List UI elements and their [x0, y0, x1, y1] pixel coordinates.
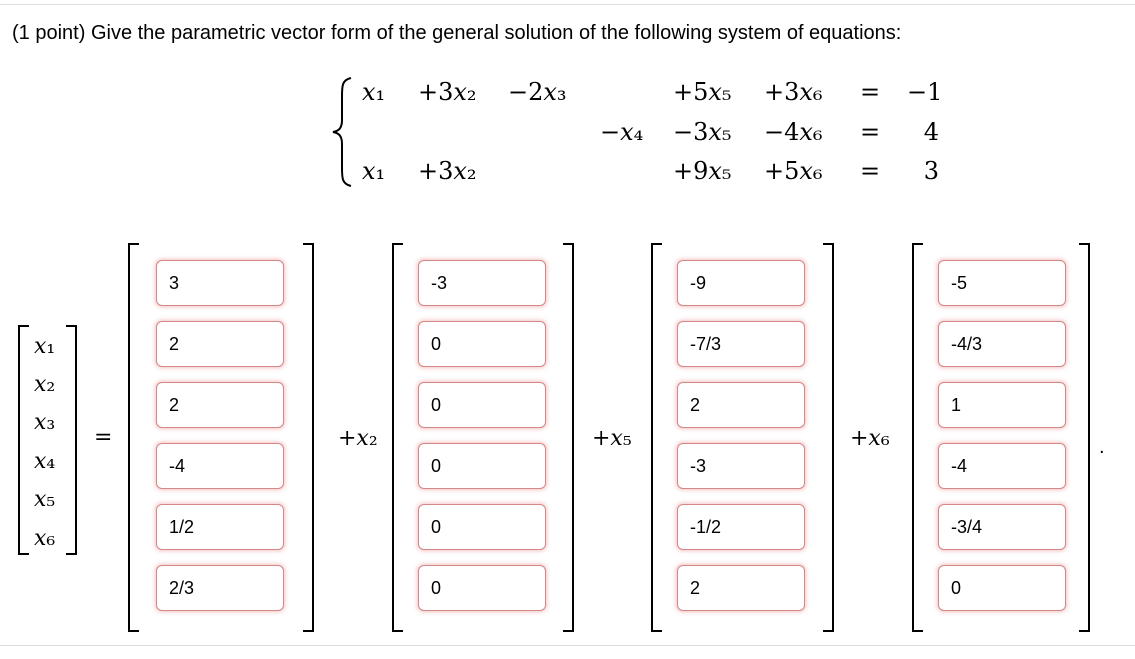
variable-x1: 𝑥₁: [34, 334, 56, 359]
system-row1-x3: −2𝑥₃: [508, 78, 567, 106]
system-row3-x1: 𝑥₁: [362, 157, 386, 185]
vector1-entry4-input[interactable]: [156, 443, 284, 489]
variable-x2: 𝑥₂: [34, 372, 56, 397]
equals-sign: =: [94, 425, 113, 450]
vector3-entry4-input[interactable]: [677, 443, 805, 489]
vector4-left-bracket: [912, 243, 923, 632]
vector3-entry3-input[interactable]: [677, 382, 805, 428]
vector1-entry5-input[interactable]: [156, 504, 284, 550]
system-row3-equals: =: [860, 157, 881, 185]
vector3-left-bracket: [651, 243, 662, 632]
variable-vector-left-bracket: [18, 325, 29, 555]
vector2-entry6-input[interactable]: [418, 565, 546, 611]
vector3-entry6-input[interactable]: [677, 565, 805, 611]
system-row1-x5: +5𝑥₅: [673, 78, 732, 106]
vector3-entry2-input[interactable]: [677, 321, 805, 367]
system-row2-equals: =: [860, 118, 881, 146]
variable-x6: 𝑥₆: [34, 526, 56, 551]
vector1-entry1-input[interactable]: [156, 260, 284, 306]
variable-vector-right-bracket: [66, 325, 77, 555]
vector1-entry2-input[interactable]: [156, 321, 284, 367]
system-row3-x6: +5𝑥₆: [764, 157, 823, 185]
vector2-entry1-input[interactable]: [418, 260, 546, 306]
system-row3-x5: +9𝑥₅: [673, 157, 732, 185]
vector3-entry1-input[interactable]: [677, 260, 805, 306]
system-row2-x4: −𝑥₄: [600, 118, 644, 146]
trailing-period: .: [1099, 436, 1105, 458]
vector4-entry5-input[interactable]: [938, 504, 1066, 550]
system-row1-x1: 𝑥₁: [362, 78, 386, 106]
variable-x4: 𝑥₄: [34, 449, 56, 474]
vector1-right-bracket: [303, 243, 314, 632]
system-row3-x2: +3𝑥₂: [418, 157, 477, 185]
vector4-entry3-input[interactable]: [938, 382, 1066, 428]
question-text: [12, 22, 901, 45]
vector4-entry4-input[interactable]: [938, 443, 1066, 489]
coefficient-x6: +𝑥₆: [850, 426, 890, 451]
vector2-entry2-input[interactable]: [418, 321, 546, 367]
point-value: (1 point): [12, 22, 86, 44]
vector3-entry5-input[interactable]: [677, 504, 805, 550]
vector4-entry6-input[interactable]: [938, 565, 1066, 611]
vector4-entry1-input[interactable]: [938, 260, 1066, 306]
variable-x5: 𝑥₅: [34, 487, 56, 512]
vector4-entry2-input[interactable]: [938, 321, 1066, 367]
system-row1-equals: =: [860, 78, 881, 106]
system-row1-rhs: −1: [907, 78, 943, 106]
system-row1-x6: +3𝑥₆: [764, 78, 823, 106]
system-row1-x2: +3𝑥₂: [418, 78, 477, 106]
vector3-right-bracket: [823, 243, 834, 632]
system-row2-x5: −3𝑥₅: [673, 118, 732, 146]
vector2-right-bracket: [563, 243, 574, 632]
system-row2-x6: −4𝑥₆: [764, 118, 823, 146]
left-brace: [330, 76, 354, 188]
question-prompt: Give the parametric vector form of the general solution of the following system of equations:: [90, 22, 902, 44]
vector4-right-bracket: [1079, 243, 1090, 632]
top-divider: [0, 4, 1135, 5]
variable-x3: 𝑥₃: [34, 410, 56, 435]
vector2-left-bracket: [392, 243, 403, 632]
bottom-divider: [0, 645, 1135, 646]
vector2-entry4-input[interactable]: [418, 443, 546, 489]
coefficient-x5: +𝑥₅: [592, 426, 632, 451]
vector1-entry3-input[interactable]: [156, 382, 284, 428]
vector1-left-bracket: [128, 243, 139, 632]
system-row2-rhs: 4: [923, 118, 939, 146]
vector1-entry6-input[interactable]: [156, 565, 284, 611]
coefficient-x2: +𝑥₂: [338, 426, 378, 451]
vector2-entry3-input[interactable]: [418, 382, 546, 428]
vector2-entry5-input[interactable]: [418, 504, 546, 550]
system-row3-rhs: 3: [923, 157, 939, 185]
